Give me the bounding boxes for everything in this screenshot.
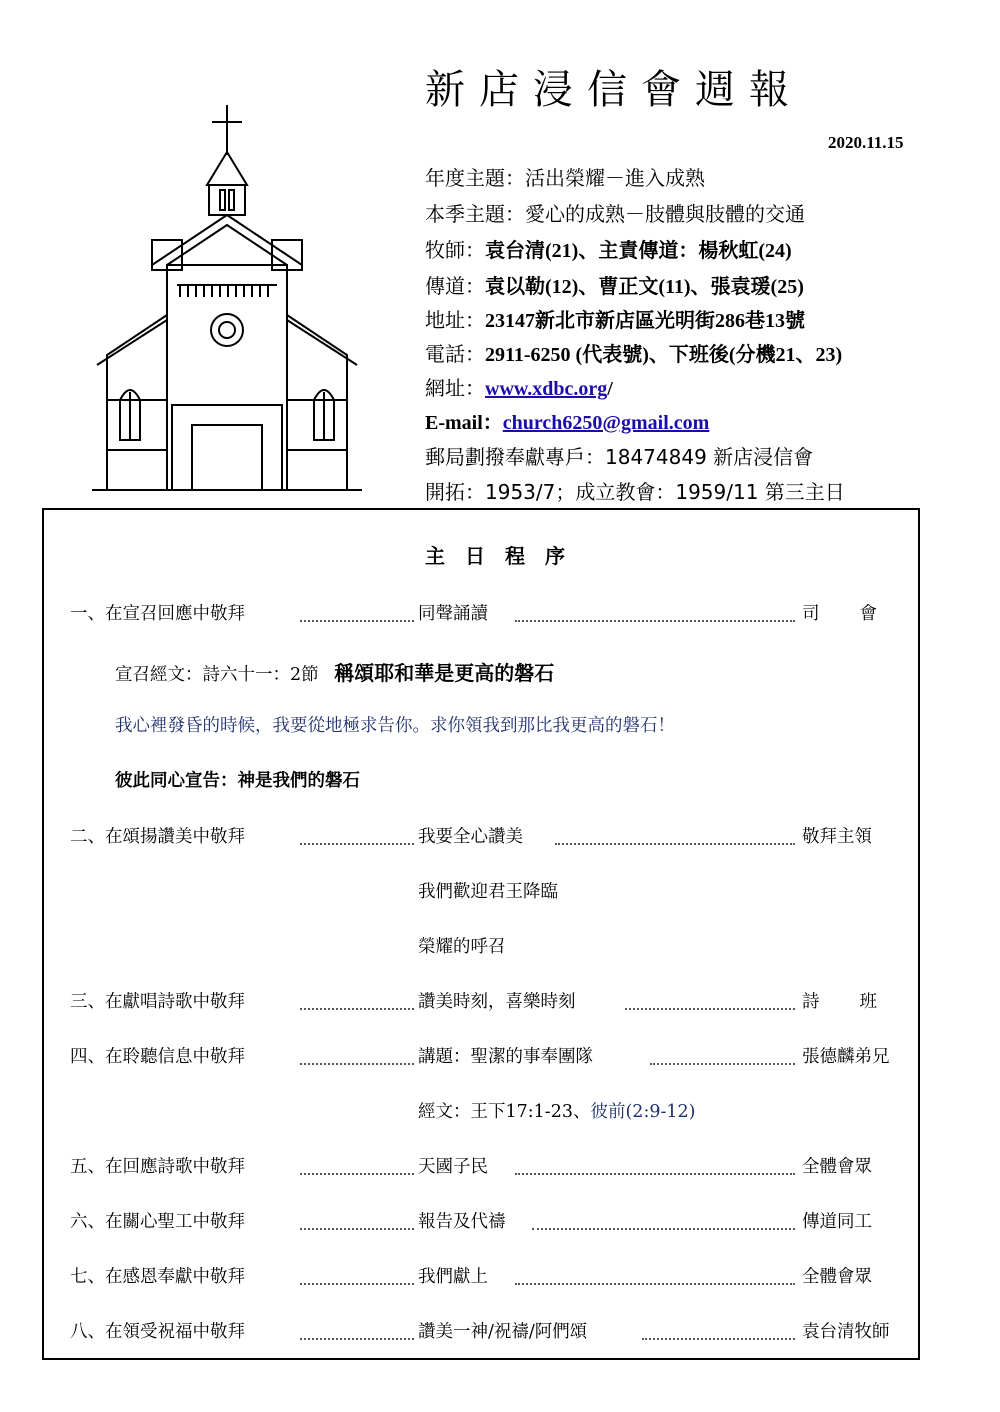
order-row-4 [70,1043,905,1069]
order-row-6 [70,1208,905,1234]
info-line-postal: 郵局劃撥奉獻專戶：18474849 新店浸信會 [425,445,814,469]
order-title: 主日程序 [425,544,585,568]
extra-song-2: 榮耀的呼召 [418,937,506,957]
dot-leader [625,988,795,1010]
dot-leader [555,823,795,845]
order-leader: 張德麟弟兄 [802,1047,890,1067]
dot-leader [650,1043,795,1065]
order-row-3 [70,988,917,1014]
order-content: 我們獻上 [418,1267,488,1287]
order-content: 同聲誦讀 [418,604,488,624]
info-line-theme-season: 本季主題：愛心的成熟－肢體與肢體的交通 [425,202,805,226]
order-row-5 [70,1153,905,1179]
order-content: 我要全心讚美 [418,827,523,847]
order-content: 講題：聖潔的事奉團隊 [418,1047,593,1067]
order-row-8 [70,1318,905,1344]
dot-leader [300,1318,414,1340]
bulletin-date: 2020.11.15 [828,133,904,152]
dot-leader [532,1208,795,1230]
dot-leader [300,1043,414,1065]
order-part: 四、在聆聽信息中敬拜 [70,1047,245,1067]
info-line-address: 地址：23147新北市新店區光明街286巷13號 [425,308,805,332]
dot-leader [515,1153,795,1175]
order-row-2 [70,823,905,849]
info-line-email: E-mail：church6250@gmail.com [425,412,710,434]
order-content: 讚美一神/祝禱/阿們頌 [418,1322,588,1342]
order-part: 七、在感恩奉獻中敬拜 [70,1267,245,1287]
extra-song-1: 我們歡迎君王降臨 [418,882,558,902]
declaration: 彼此同心宣告：神是我們的磐石 [115,771,360,791]
dot-leader [300,1153,414,1175]
order-leader: 袁台清牧師 [802,1322,890,1342]
dot-leader [300,600,414,622]
scripture-line: 經文：王下17:1-23、彼前(2:9-12) [418,1102,696,1122]
order-content: 天國子民 [418,1157,488,1177]
order-leader: 司會 [802,604,917,624]
order-part: 五、在回應詩歌中敬拜 [70,1157,245,1177]
info-line-founded: 開拓：1953/7；成立教會：1959/11 第三主日 [425,480,845,504]
info-line-preachers: 傳道：袁以勒(12)、曹正文(11)、張袁瑗(25) [425,274,804,298]
order-part: 八、在領受祝福中敬拜 [70,1322,245,1342]
order-part: 二、在頌揚讚美中敬拜 [70,827,245,847]
order-part: 六、在關心聖工中敬拜 [70,1212,245,1232]
dot-leader [515,1263,795,1285]
order-content: 報告及代禱 [418,1212,506,1232]
order-part: 一、在宣召回應中敬拜 [70,604,245,624]
website-link[interactable]: www.xdbc.org [485,378,608,400]
order-part: 三、在獻唱詩歌中敬拜 [70,992,245,1012]
info-line-website: 網址：www.xdbc.org/ [425,376,613,400]
call-verse-text: 我心裡發昏的時候，我要從地極求告你。求你領我到那比我更高的磐石！ [115,716,675,736]
order-leader: 詩班 [802,992,917,1012]
dot-leader [300,1263,414,1285]
info-line-theme-year: 年度主題：活出榮耀－進入成熟 [425,166,705,190]
info-line-pastor: 牧師：袁台清(21)、主責傳道：楊秋虹(24) [425,238,792,262]
church-illustration [92,100,392,500]
order-row-7 [70,1263,905,1289]
order-row-1 [70,600,917,626]
order-leader: 全體會眾 [802,1157,872,1177]
bulletin-title: 新店浸信會週報 [425,67,803,113]
order-leader: 傳道同工 [802,1212,872,1232]
order-content: 讚美時刻，喜樂時刻 [418,992,576,1012]
dot-leader [642,1318,795,1340]
call-verse-line: 宣召經文：詩六十一：2節 稱頌耶和華是更高的磐石 [115,661,555,685]
info-line-phone: 電話：2911-6250 (代表號)、下班後(分機21、23) [425,342,843,366]
dot-leader [300,1208,414,1230]
dot-leader [515,600,795,622]
dot-leader [300,988,414,1010]
dot-leader [300,823,414,845]
order-leader: 全體會眾 [802,1267,872,1287]
email-link[interactable]: church6250@gmail.com [502,412,710,434]
order-leader: 敬拜主領 [802,827,872,847]
